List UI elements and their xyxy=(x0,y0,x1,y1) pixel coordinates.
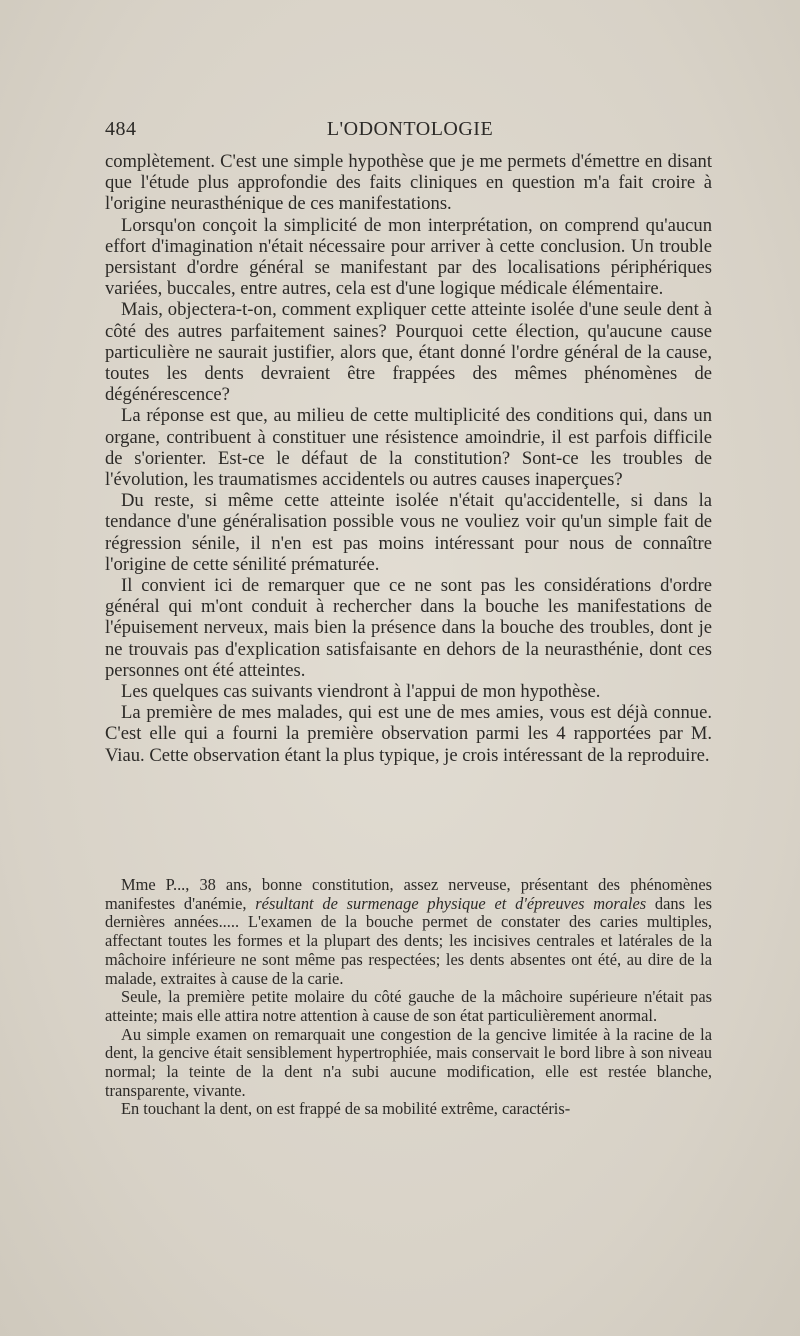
observation-paragraph: Au simple examen on remarquait une congestion de la gencive limitée à la racine de la dent, la gencive était sensiblement hypertrophiée, mais conservait le bord libre à son niveau normal; la teinte de la dent n'a subi aucune modification, elle est restée blanche, transparente, vivante. xyxy=(105,1024,712,1100)
text-run: Mme P..., 38 ans, bonne constitution, assez nerveuse, présentant des phénomènes manifestes d'anémie, xyxy=(105,875,712,913)
page-header xyxy=(105,118,715,142)
paragraph: La première de mes malades, qui est une de mes amies, vous est déjà connue. C'est elle qui a fourni la première observation parmi les 4 rapportées par M. Viau. Cette observation étant la plus typique, je crois intéressant de la reproduire. xyxy=(105,702,712,766)
paragraph: Il convient ici de remarquer que ce ne sont pas les considérations d'ordre général qui m'ont conduit à rechercher dans la bouche les manifestations de l'épuisement nerveux, mais bien la présence dans la bouche des troubles, dont je ne trouvais pas d'explication satisfaisante en dehors de la neurasthénie, dont ces personnes ont été atteintes. xyxy=(105,575,712,681)
page-number: 484 xyxy=(105,118,137,140)
italic-text: résultant de surmenage physique et d'épreuves morales xyxy=(255,893,647,913)
paragraph: Lorsqu'on conçoit la simplicité de mon interprétation, on comprend qu'aucun effort d'imagination n'était nécessaire pour arriver à cette conclusion. Un trouble persistant d'ordre général se manifestant par des localisations périphériques variées, buccales, entre autres, cela est d'une logique médicale élémentaire. xyxy=(105,214,712,300)
observation-paragraph: Seule, la première petite molaire du côté gauche de la mâchoire supérieure n'était pas atteinte; mais elle attira notre attention à cause de son état particulièrement anormal. xyxy=(105,987,712,1025)
running-title: L'ODONTOLOGIE xyxy=(326,118,494,140)
paragraph: Les quelques cas suivants viendront à l'appui de mon hypothèse. xyxy=(121,681,601,703)
paragraph: La réponse est que, au milieu de cette multiplicité des conditions qui, dans un organe, contribuent à constituer une résistence amoindrie, il est parfois difficile de s'orienter. Est-ce le défaut de la constitution? Sont-ce les troubles de l'évolution, les traumatismes accidentels ou autres causes inaperçues? xyxy=(105,405,712,491)
paragraph: Mais, objectera-t-on, comment expliquer cette atteinte isolée d'une seule dent à côté des autres parfaitement saines? Pourquoi cette élection, qu'aucune cause particulière ne saurait justifier, alors que, étant donné l'ordre général de la cause, toutes les dents devraient être frappées des mêmes phénomènes de dégénérescence? xyxy=(105,299,712,406)
case-observation xyxy=(105,876,712,1119)
paragraph: Du reste, si même cette atteinte isolée n'était qu'accidentelle, si dans la tendance d'une généralisation possible vous ne vouliez voir qu'un simple fait de régression sénile, il n'en est pas moins intéressant pour nous de connaître l'origine de cette sénilité prématurée. xyxy=(105,490,712,575)
observation-paragraph xyxy=(105,876,712,988)
main-text xyxy=(105,151,712,766)
text-run: dans les dernières années..... L'examen de la bouche permet de constater des caries multiples, affectant toutes les formes et la plupart des dents; les incisives centrales et latérales de la mâchoire inférieure ne sont même pas respectées; les dents absentes ont été, au dire de la malade, extraites à cause de la carie. xyxy=(105,893,712,988)
observation-paragraph: En touchant la dent, on est frappé de sa mobilité extrême, caractéris- xyxy=(121,1099,571,1119)
paragraph: complètement. C'est une simple hypothèse que je me permets d'émettre en disant que l'étude plus approfondie des faits cliniques en question m'a fait croire à l'origine neurasthénique de ces manifestations. xyxy=(105,151,712,215)
